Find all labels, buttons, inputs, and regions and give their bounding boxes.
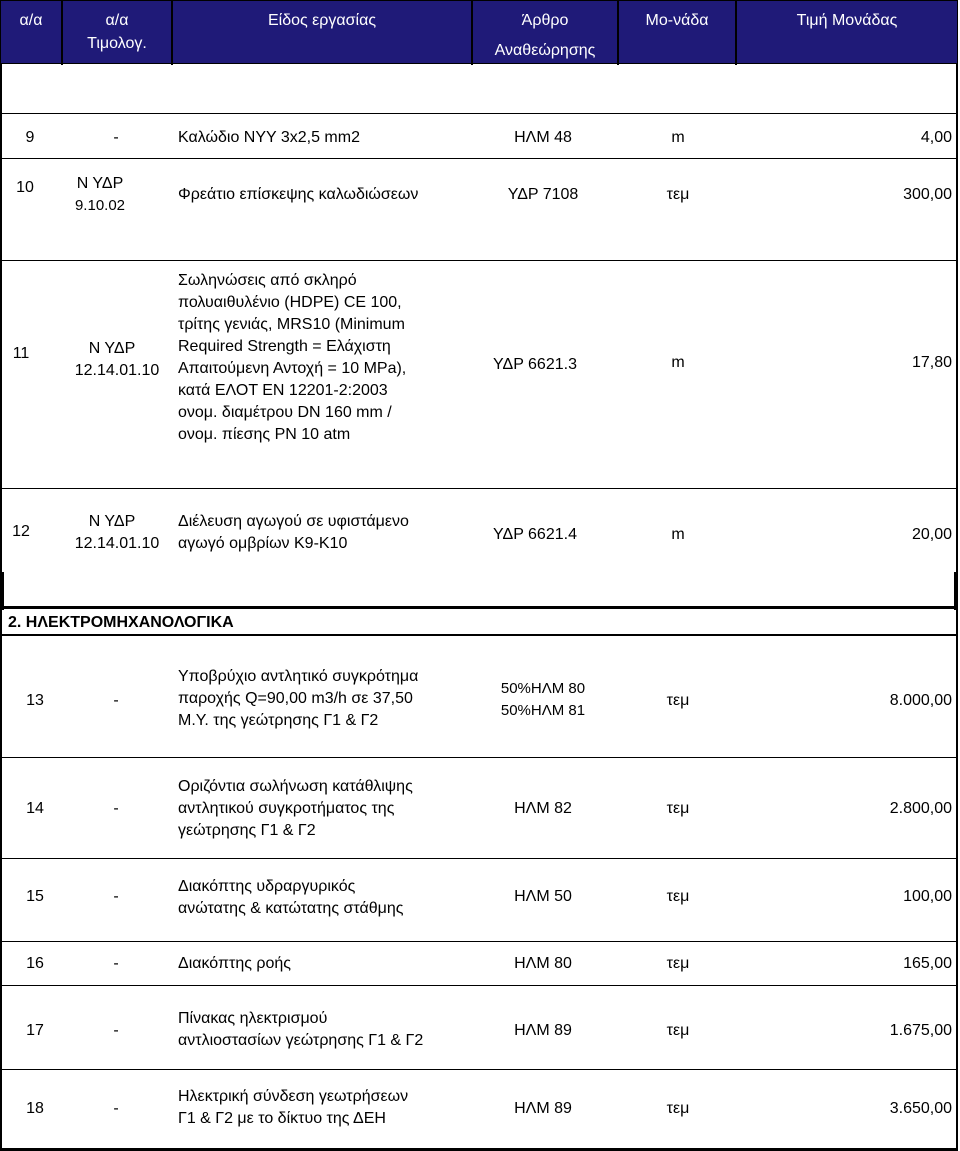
header-aa-label: α/α (19, 12, 43, 29)
row-price: 100,00 (903, 888, 952, 905)
header-col-aa-timolog (63, 1, 171, 65)
row-unit: τεμ (666, 888, 690, 905)
row-description-line: κατά ΕΛΟΤ ΕΝ 12201-2:2003 (178, 382, 388, 399)
row-unit: m (671, 526, 685, 543)
row-article: ΗΛΜ 89 (514, 1022, 572, 1039)
row-description-line: γεώτρησης Γ1 & Γ2 (178, 822, 316, 839)
row-reference-line1: Ν ΥΔΡ (76, 175, 124, 192)
row-description-line: ονομ. πίεσης PN 10 atm (178, 426, 351, 443)
row-description-line: Πίνακας ηλεκτρισμού (178, 1010, 328, 1027)
row-reference-line1: Ν ΥΔΡ (88, 513, 136, 530)
row-description: Διακόπτης ροής (178, 955, 291, 972)
row-number: 13 (26, 692, 44, 709)
header-work-type-label: Είδος εργασίας (267, 12, 377, 29)
row-reference: - (113, 129, 119, 146)
row-description-line: ονομ. διαμέτρου DN 160 mm / (178, 404, 392, 421)
row-price: 1.675,00 (889, 1022, 952, 1039)
row-number: 15 (26, 888, 44, 905)
row-description: Φρεάτιο επίσκεψης καλωδιώσεων (178, 186, 419, 203)
header-aa2-label: α/α (105, 12, 129, 29)
section-title: 2. ΗΛΕΚΤΡΟΜΗΧΑΝΟΛΟΓΙΚΑ (8, 614, 234, 631)
row-article: ΥΔΡ 6621.4 (493, 526, 577, 543)
row-number: 10 (16, 179, 34, 196)
header-col-work-type (173, 1, 471, 65)
row-description-line: αντλητικού συγκροτήματος της (178, 800, 395, 817)
row-description-line: Γ1 & Γ2 με το δίκτυο της ΔΕΗ (178, 1110, 386, 1127)
row-price: 3.650,00 (889, 1100, 952, 1117)
header-col-unit-price (737, 1, 957, 65)
row-number: 16 (26, 955, 44, 972)
row-article-line2: 50%ΗΛΜ 81 (500, 702, 586, 719)
row-price: 20,00 (911, 526, 952, 543)
row-reference: - (113, 1022, 119, 1039)
row-description-line: Οριζόντια σωλήνωση κατάθλιψης (178, 778, 413, 795)
row-reference-line2: 12.14.01.10 (74, 362, 160, 379)
row-description-line: αντλιοστασίων γεώτρησης Γ1 & Γ2 (178, 1032, 424, 1049)
row-description-line: τρίτης γενιάς, MRS10 (Minimum (178, 316, 405, 333)
row-description-line: Απαιτούμενη Αντοχή = 10 MPa), (178, 360, 407, 377)
header-timolog-label: Τιμολογ. (87, 35, 147, 52)
row-description-line: Σωληνώσεις από σκληρό (178, 272, 357, 289)
header-col-article (473, 1, 617, 65)
row-unit: τεμ (666, 1100, 690, 1117)
row-number: 9 (25, 129, 35, 146)
row-unit: m (671, 354, 685, 371)
row-reference: - (113, 1100, 119, 1117)
row-price: 2.800,00 (889, 800, 952, 817)
row-reference: - (113, 888, 119, 905)
row-number: 14 (26, 800, 44, 817)
row-unit: τεμ (666, 955, 690, 972)
row-description: Καλώδιο ΝΥΥ 3x2,5 mm2 (178, 129, 360, 146)
row-description-line: ανώτατης & κατώτατης στάθμης (178, 900, 404, 917)
header-article-label: Άρθρο (521, 12, 569, 29)
row-number: 11 (12, 345, 30, 362)
row-article: ΥΔΡ 7108 (507, 186, 579, 203)
row-description-line: Μ.Υ. της γεώτρησης Γ1 & Γ2 (178, 712, 379, 729)
row-unit: τεμ (666, 692, 690, 709)
row-reference: - (113, 800, 119, 817)
row-description-line: Required Strength = Ελάχιστη (178, 338, 391, 355)
row-number: 12 (12, 523, 30, 540)
row-article: ΗΛΜ 80 (514, 955, 572, 972)
table-header (0, 0, 958, 64)
header-unit-label: Μο-νάδα (645, 12, 709, 29)
row-price: 300,00 (903, 186, 952, 203)
row-description-line: αγωγό ομβρίων Κ9-Κ10 (178, 535, 348, 552)
header-col-unit (619, 1, 735, 65)
row-description-line: πολυαιθυλένιο (HDPE) CE 100, (178, 294, 402, 311)
row-article: ΗΛΜ 50 (514, 888, 572, 905)
row-unit: τεμ (666, 186, 690, 203)
row-description-line: Διακόπτης υδραργυρικός (178, 878, 356, 895)
row-description-line: παροχής Q=90,00 m3/h σε 37,50 (178, 690, 413, 707)
header-col-aa (1, 1, 61, 65)
row-number: 18 (26, 1100, 44, 1117)
row-price: 8.000,00 (889, 692, 952, 709)
row-price: 4,00 (920, 129, 952, 146)
row-article: ΥΔΡ 6621.3 (493, 356, 577, 373)
row-description-line: Υποβρύχιο αντλητικό συγκρότημα (178, 668, 419, 685)
header-unit-price-label: Τιμή Μονάδας (796, 12, 898, 29)
row-reference: - (113, 692, 119, 709)
row-unit: m (671, 129, 685, 146)
header-revision-label: Αναθεώρησης (494, 42, 596, 59)
row-article: ΗΛΜ 89 (514, 1100, 572, 1117)
row-number: 17 (26, 1022, 44, 1039)
row-article-line1: 50%ΗΛΜ 80 (500, 680, 586, 697)
row-price: 165,00 (903, 955, 952, 972)
row-price: 17,80 (911, 354, 952, 371)
row-description-line: Διέλευση αγωγού σε υφιστάμενο (178, 513, 409, 530)
row-reference-line2: 9.10.02 (74, 197, 126, 214)
row-reference-line1: Ν ΥΔΡ (88, 340, 136, 357)
row-article: ΗΛΜ 48 (514, 129, 572, 146)
row-unit: τεμ (666, 1022, 690, 1039)
row-article: ΗΛΜ 82 (514, 800, 572, 817)
row-reference-line2: 12.14.01.10 (74, 535, 160, 552)
row-reference: - (113, 955, 119, 972)
row-unit: τεμ (666, 800, 690, 817)
row-description-line: Ηλεκτρική σύνδεση γεωτρήσεων (178, 1088, 409, 1105)
